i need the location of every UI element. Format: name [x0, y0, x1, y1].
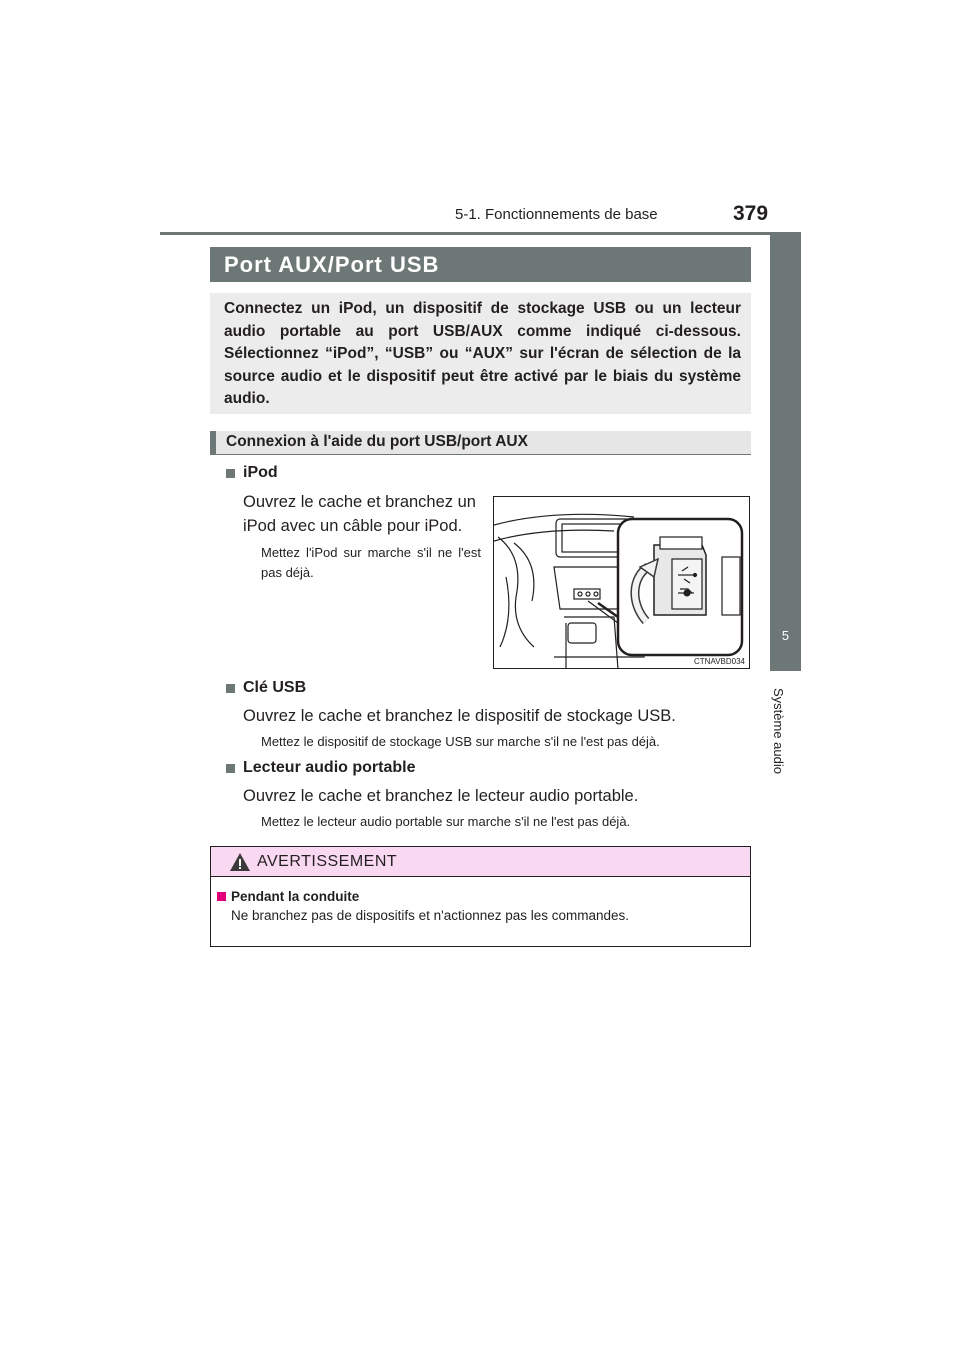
- header-rule: [160, 232, 801, 235]
- chapter-side-tab: [770, 233, 801, 671]
- item-body-usb: Ouvrez le cache et branchez le dispositif de stockage USB.: [243, 707, 676, 725]
- item-heading-ipod: [226, 464, 278, 482]
- item-heading-text: Lecteur audio portable: [243, 759, 416, 776]
- figure-code: CTNAVBD034: [694, 657, 745, 666]
- warning-heading-text: Pendant la conduite: [231, 889, 360, 904]
- dashboard-usb-icon: [494, 497, 750, 669]
- item-body-ipod: Ouvrez le cache et branchez un iPod avec un câble pour iPod.: [243, 493, 476, 535]
- chapter-label: Système audio: [771, 688, 786, 774]
- warning-text: Ne branchez pas de dispositifs et n'actionnez pas les commandes.: [231, 908, 630, 923]
- warning-bullet-icon: [217, 892, 226, 901]
- bullet-square-icon: [226, 764, 235, 773]
- item-note-usb: Mettez le dispositif de stockage USB sur marche s'il ne l'est pas déjà.: [261, 734, 660, 749]
- header-section-title: 5-1. Fonctionnements de base: [455, 206, 658, 223]
- warning-title: AVERTISSEMENT: [257, 852, 398, 870]
- subsection-heading: Connexion à l'aide du port USB/port AUX: [210, 431, 751, 455]
- item-heading-text: iPod: [243, 464, 278, 481]
- page-title: Port AUX/Port USB: [210, 247, 751, 282]
- bullet-square-icon: [226, 684, 235, 693]
- item-body-portable: Ouvrez le cache et branchez le lecteur audio portable.: [243, 787, 639, 805]
- warning-heading: [211, 877, 750, 904]
- usb-port-illustration: [493, 496, 750, 669]
- warning-triangle-icon: [229, 852, 251, 872]
- item-note-portable: Mettez le lecteur audio portable sur marche s'il ne l'est pas déjà.: [261, 814, 631, 829]
- warning-header: [211, 847, 750, 877]
- chapter-number: 5: [781, 628, 790, 643]
- item-heading-text: Clé USB: [243, 679, 307, 696]
- warning-box: [210, 846, 751, 947]
- item-note-ipod: Mettez l'iPod sur marche s'il ne l'est pas déjà.: [261, 545, 481, 580]
- bullet-square-icon: [226, 469, 235, 478]
- item-heading-portable: [226, 759, 415, 777]
- item-heading-usb: [226, 679, 306, 697]
- page-number: 379: [733, 202, 769, 225]
- intro-paragraph: Connectez un iPod, un dispositif de stockage USB ou un lecteur audio portable au port USB/AUX comme indiqué ci-dessous. Sélectionnez “iPod”, “USB” ou “AUX” sur l'écran de sélection de la source audio et le dispositif peut être activé par le biais du système audio.: [210, 293, 751, 414]
